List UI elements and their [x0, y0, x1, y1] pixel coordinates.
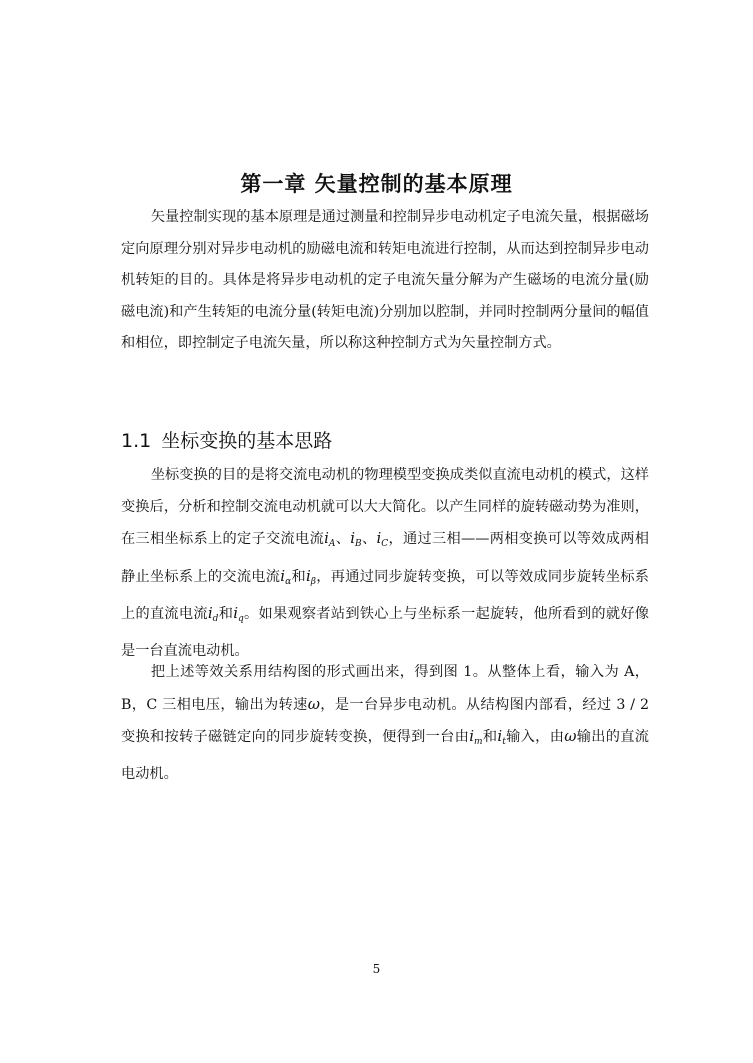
section-number: 1.1	[121, 430, 152, 452]
section-title: 坐标变换的基本思路	[161, 430, 333, 452]
chapter-title: 第一章 矢量控制的基本原理	[240, 172, 513, 196]
text-run: ，通过三相——两相变换可以等效成两相静止坐标系上的交流电流	[121, 531, 649, 585]
math-i-B: $i_B$	[350, 529, 362, 549]
text-run: 坐标变换的目的是将交流电动机的物理模型变换成类似直流电动机的模式，这样变换后，分析和控制交流电动机就可以大大简化。以产生同样的旋转磁动势为准则，在三相坐标系上的定子交流电流	[121, 467, 649, 547]
section-heading	[121, 426, 332, 453]
math-i-alpha: $i_\alpha$	[280, 566, 292, 587]
page-number: 5	[372, 962, 381, 976]
text-run: 、	[335, 531, 351, 547]
text-run: 和	[218, 606, 234, 622]
text-run: ，再通过同步旋转变换，可以等效成同步旋转坐标系上的直流电流	[121, 568, 649, 622]
text-run: 和	[482, 729, 498, 745]
math-omega: ω	[564, 727, 577, 745]
text-run: 把上述等效关系用结构图的形式画出来，得到图 1。从整体上看，输入为 A，B，C 三相电压，输出为转速	[121, 664, 649, 713]
text-run: 、	[361, 531, 377, 547]
structure-diagram-paragraph	[121, 657, 649, 790]
text-run: ，是一台异步电动机。从结构图内部看，经过 3 / 2 变换和按转子磁链定向的同步旋转变换，便得到一台由	[121, 696, 649, 745]
coordinate-transform-paragraph	[121, 460, 649, 667]
math-i-beta: $i_\beta$	[305, 566, 316, 587]
text-run: 输出的直流电动机。	[121, 729, 649, 782]
text-run: 输入，由	[505, 729, 565, 745]
math-omega: ω	[307, 694, 320, 713]
math-i-m: $i_m$	[469, 727, 483, 747]
math-i-A: $i_A$	[324, 529, 336, 549]
text-run: 。如果观察者站到铁心上与坐标系一起旋转，他所看到的就好像是一台直流电动机。	[121, 606, 649, 659]
math-i-t: $i_t$	[497, 727, 506, 747]
intro-paragraph: 矢量控制实现的基本原理是通过测量和控制异步电动机定子电流矢量，根据磁场定向原理分别对异步电动机的励磁电流和转矩电流进行控制，从而达到控制异步电动机转矩的目的。具体是将异步电动机的定子电流矢量分解为产生磁场的电流分量(励磁电流)和产生转矩的电流分量(转矩电流)分别加以腔制，并同时控制两分量间的幅值和相位，即控制定子电流矢量，所以称这种控制方式为矢量控制方式。	[121, 209, 649, 351]
math-i-q: $i_q$	[233, 604, 244, 624]
math-i-C: $i_C$	[376, 529, 389, 549]
math-i-d: $i_d$	[207, 604, 219, 624]
text-run: 和	[291, 568, 306, 585]
